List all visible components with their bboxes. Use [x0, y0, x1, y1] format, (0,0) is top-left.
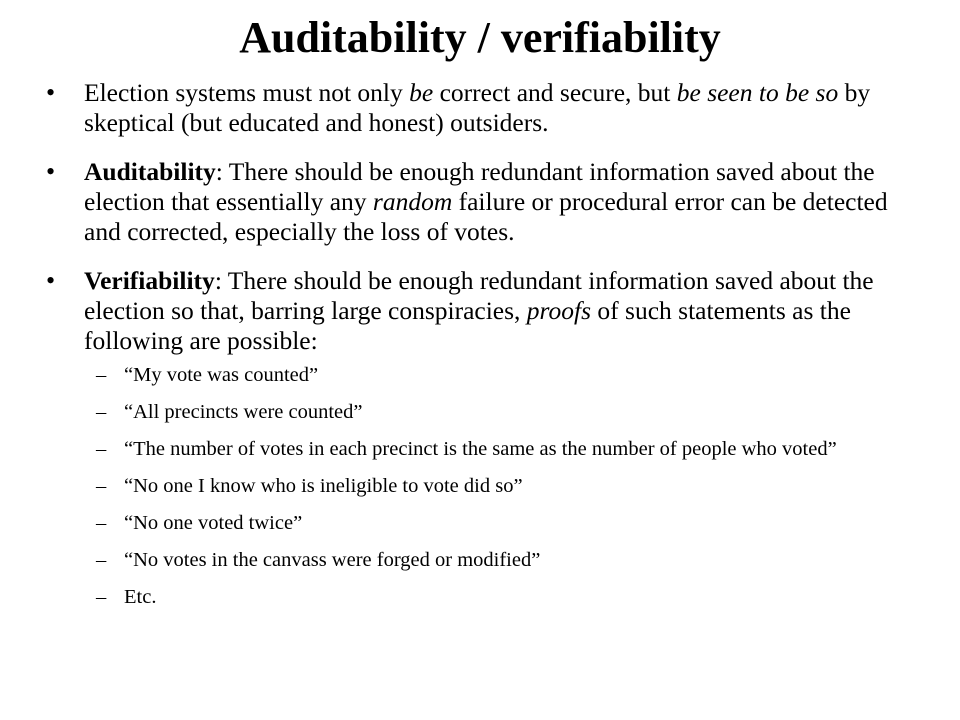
bullet-text — [84, 78, 870, 137]
dash-mark: – — [96, 475, 107, 497]
dash-mark: – — [96, 438, 107, 460]
sub-bullet-item — [84, 585, 926, 609]
text-segment-italic: be seen to be so — [676, 78, 839, 107]
sub-bullet-text: “No one voted twice” — [124, 512, 303, 534]
bullet-text — [84, 266, 874, 355]
bullet-mark: • — [46, 78, 56, 107]
bullet-item — [46, 266, 926, 609]
sub-bullet-item — [84, 474, 926, 498]
dash-mark: – — [96, 512, 107, 534]
bullet-item — [46, 78, 926, 138]
text-segment-italic: proofs — [526, 296, 592, 325]
sub-bullet-item — [84, 511, 926, 535]
text-segment: of such statements as the following are possible: — [84, 296, 851, 355]
text-segment: Election systems must not only — [84, 78, 410, 107]
dash-mark: – — [96, 586, 107, 608]
bullet-text — [84, 157, 888, 246]
sub-bullet-text: “The number of votes in each precinct is the same as the number of people who voted” — [124, 438, 837, 460]
dash-mark: – — [96, 549, 107, 571]
sub-bullet-item — [84, 548, 926, 572]
bullet-mark: • — [46, 157, 56, 186]
dash-mark: – — [96, 364, 107, 386]
sub-bullet-text: “All precincts were counted” — [124, 401, 363, 423]
bullet-mark: • — [46, 266, 56, 295]
sub-bullet-list — [84, 363, 926, 609]
sub-bullet-item — [84, 400, 926, 424]
text-segment: : There should be enough redundant information saved about the election so that, barring large conspiracies, — [84, 266, 874, 325]
sub-bullet-item — [84, 363, 926, 387]
dash-mark: – — [96, 401, 107, 423]
text-segment-italic: random — [372, 187, 453, 216]
text-segment: correct and secure, but — [433, 78, 677, 107]
term-verifiability: Verifiability — [84, 266, 215, 295]
sub-bullet-item — [84, 437, 926, 461]
text-segment: : There should be enough redundant information saved about the election that essentially any — [84, 157, 875, 216]
term-auditability: Auditability — [84, 157, 216, 186]
bullet-list — [46, 78, 926, 628]
slide-title: Auditability / verifiability — [239, 13, 721, 62]
sub-bullet-text: “No one I know who is ineligible to vote did so” — [124, 475, 523, 497]
sub-bullet-text: “My vote was counted” — [124, 364, 319, 386]
text-segment: failure or procedural error can be detected and corrected, especially the loss of votes. — [84, 187, 888, 246]
bullet-item — [46, 157, 926, 247]
sub-bullet-text: “No votes in the canvass were forged or modified” — [124, 549, 541, 571]
text-segment: by skeptical (but educated and honest) outsiders. — [84, 78, 871, 137]
text-segment-italic: be — [409, 78, 434, 107]
sub-bullet-text: Etc. — [124, 586, 157, 608]
